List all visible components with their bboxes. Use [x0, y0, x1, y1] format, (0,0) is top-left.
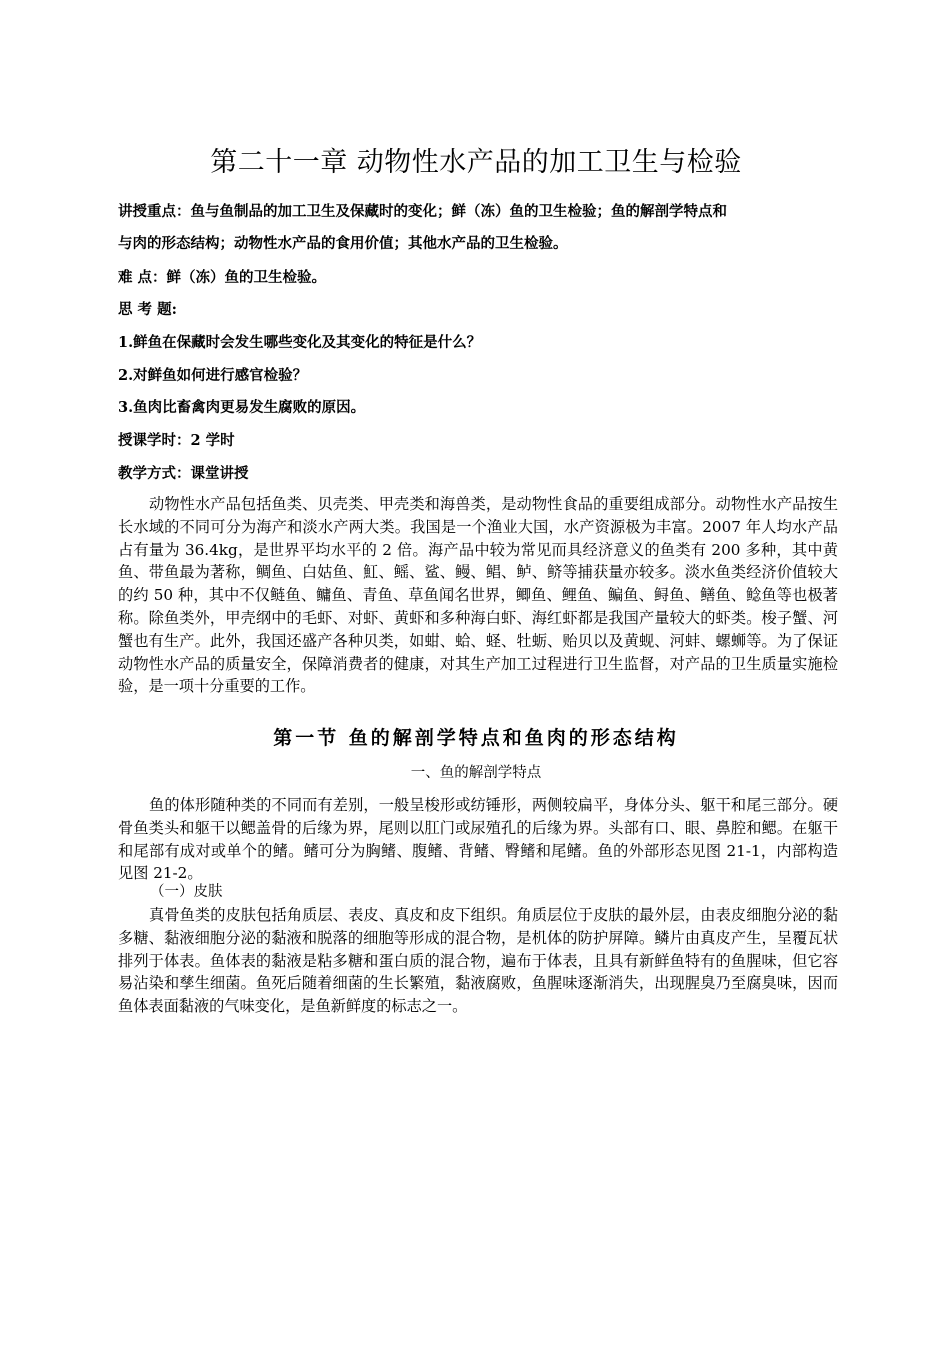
- key-points-line-1: 讲授重点：鱼与鱼制品的加工卫生及保藏时的变化；鲜（冻）鱼的卫生检验；鱼的解剖学特点和: [118, 203, 727, 220]
- subsection-title: 一、鱼的解剖学特点: [410, 765, 542, 781]
- intro-paragraph: 动物性水产品包括鱼类、贝壳类、甲壳类和海兽类，是动物性食品的重要组成部分。动物性水产品按生长水域的不同可分为海产和淡水产两大类。我国是一个渔业大国，水产资源极为丰富。2007 年人均水产品占有量为 36.4kg，是世界平均水平的 2 倍。海产品中较为常见而具经济意义的鱼类有 200 多种，其中黄鱼、带鱼最为著称，鲷鱼、白姑鱼、魟、鳐、鲨、鳗、鲳、鲈、鲚等捕获量亦较多。淡水鱼类经济价值较大的约 50 种，其中不仅鲢鱼、鳙鱼、青鱼、草鱼闻名世界，鲫鱼、鲤鱼、鳊鱼、鲟鱼、鳝鱼、鲶鱼等也极著称。除鱼类外，甲壳纲中的毛虾、对虾、黄虾和多种海白虾、海红虾都是我国产量较大的虾类。梭子蟹、河蟹也有生产。此外，我国还盛产各种贝类，如蚶、蛤、蛏、牡蛎、贻贝以及黄蚬、河蚌、螺蛳等。为了保证动物性水产品的质量安全，保障消费者的健康，对其生产加工过程进行卫生监督，对产品的卫生质量实施检验，是一项十分重要的工作。: [118, 495, 838, 696]
- key-points-line-2: 与肉的形态结构；动物性水产品的食用价值；其他水产品的卫生检验。: [118, 235, 568, 252]
- skin-heading: （一）皮肤: [150, 884, 223, 900]
- chapter-title: 第二十一章 动物性水产品的加工卫生与检验: [210, 147, 742, 178]
- difficulty-line: 难 点：鲜（冻）鱼的卫生检验。: [118, 269, 327, 286]
- question-item: 1.鲜鱼在保藏时会发生哪些变化及其变化的特征是什么？: [118, 334, 482, 351]
- question-item: 3.鱼肉比畜禽肉更易发生腐败的原因。: [118, 399, 366, 416]
- questions-heading: 思 考 题:: [118, 301, 177, 318]
- question-item: 2.对鲜鱼如何进行感官检验？: [118, 367, 308, 384]
- anatomy-paragraph: 鱼的体形随种类的不同而有差别，一般呈梭形或纺锤形，两侧较扁平，身体分头、躯干和尾三部分。硬骨鱼类头和躯干以鳃盖骨的后缘为界，尾则以肛门或尿殖孔的后缘为界。头部有口、眼、鼻腔和鳃。在躯干和尾部有成对或单个的鳍。鳍可分为胸鳍、腹鳍、背鳍、臀鳍和尾鳍。鱼的外部形态见图 21-1，内部构造见图 21-2。: [118, 796, 838, 883]
- skin-paragraph: 真骨鱼类的皮肤包括角质层、表皮、真皮和皮下组织。角质层位于皮肤的最外层，由表皮细胞分泌的黏多糖、黏液细胞分泌的黏液和脱落的细胞等形成的混合物，是机体的防护屏障。鳞片由真皮产生，呈覆瓦状排列于体表。鱼体表的黏液是粘多糖和蛋白质的混合物，遍布于体表，且具有新鲜鱼特有的鱼腥味，但它容易沾染和孳生细菌。鱼死后随着细菌的生长繁殖，黏液腐败，鱼腥味逐渐消失，出现腥臭乃至腐臭味，因而鱼体表面黏液的气味变化，是鱼新鲜度的标志之一。: [118, 906, 838, 1016]
- teaching-hours: 授课学时：2 学时: [118, 432, 235, 449]
- teaching-method: 教学方式：课堂讲授: [118, 465, 249, 482]
- section-title: 第一节 鱼的解剖学特点和鱼肉的形态结构: [273, 727, 679, 749]
